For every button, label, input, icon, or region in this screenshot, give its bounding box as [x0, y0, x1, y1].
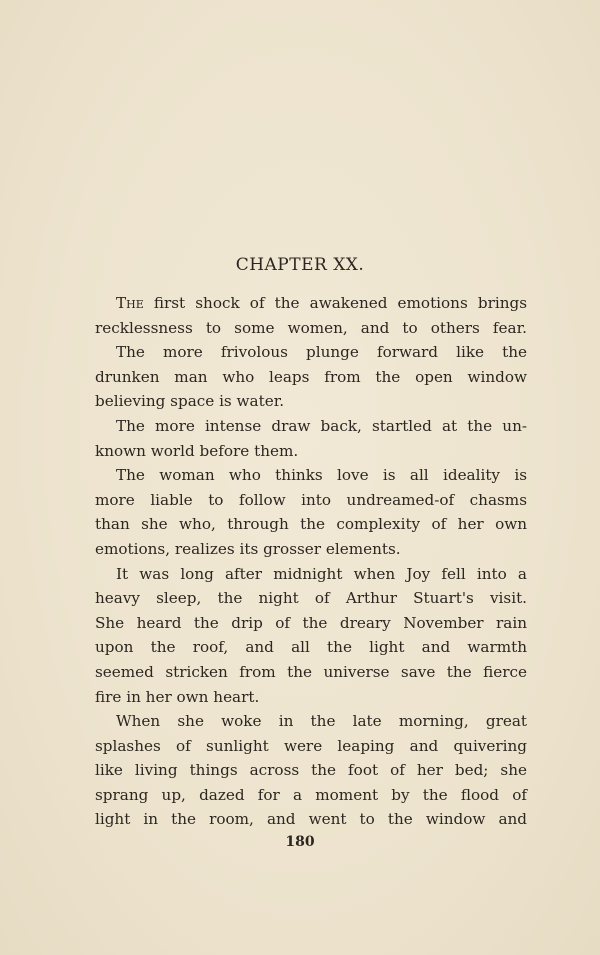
- chapter-heading: CHAPTER XX.: [235, 255, 365, 275]
- text-line: sprang up, dazed for a moment by the flood of: [95, 785, 527, 804]
- page-number: 180: [285, 834, 315, 850]
- text-line: The more intense draw back, startled at the un-: [116, 416, 527, 435]
- text-line: When she woke in the late morning, great: [116, 712, 527, 731]
- text-line: splashes of sunlight were leaping and quivering: [95, 736, 527, 755]
- text-line: known world before them.: [95, 441, 299, 460]
- drop-word: The: [116, 294, 144, 312]
- text-line: fire in her own heart.: [95, 687, 260, 706]
- text-line: heavy sleep, the night of Arthur Stuart's visit.: [95, 589, 527, 608]
- line-text: first shock of the awakened emotions brings: [143, 294, 527, 312]
- text-line: upon the roof, and all the light and warmth: [95, 638, 527, 657]
- text-line: The more frivolous plunge forward like the: [116, 343, 527, 362]
- text-line: drunken man who leaps from the open window: [95, 367, 527, 386]
- text-line: light in the room, and went to the window and: [95, 810, 527, 829]
- text-line: [95, 291, 527, 316]
- text-line: recklessness to some women, and to others fear.: [95, 318, 527, 337]
- text-line: emotions, realizes its grosser elements.: [95, 539, 401, 558]
- text-line: It was long after midnight when Joy fell into a: [116, 564, 527, 583]
- body-text: [95, 291, 527, 832]
- text-line: than she who, through the complexity of her own: [95, 515, 527, 534]
- text-line: like living things across the foot of her bed; she: [95, 761, 527, 780]
- text-line: She heard the drip of the dreary November rain: [95, 613, 527, 632]
- text-line: The woman who thinks love is all ideality is: [116, 466, 527, 485]
- text-line: seemed stricken from the universe save the fierce: [95, 662, 527, 681]
- text-line: more liable to follow into undreamed-of chasms: [95, 490, 527, 509]
- text-line: believing space is water.: [95, 392, 285, 411]
